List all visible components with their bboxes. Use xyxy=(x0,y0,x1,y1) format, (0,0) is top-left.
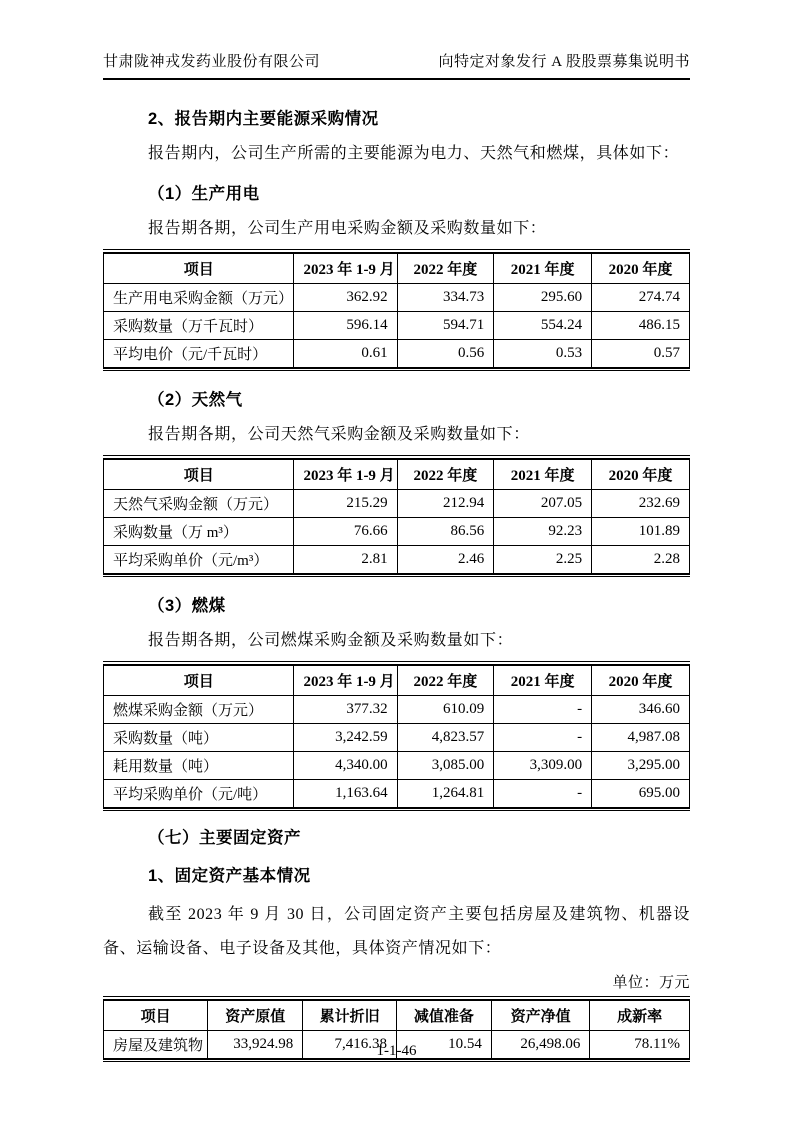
electricity-table-wrapper xyxy=(103,249,690,371)
column-header: 成新率 xyxy=(590,1000,690,1031)
cell-value: 101.89 xyxy=(592,518,690,546)
column-header: 项目 xyxy=(104,459,294,490)
row-label: 平均采购单价（元/吨） xyxy=(104,780,294,808)
row-label: 平均电价（元/千瓦时） xyxy=(104,340,294,368)
cell-value: 212.94 xyxy=(397,490,494,518)
table-row xyxy=(104,490,690,518)
electricity-table xyxy=(103,252,690,369)
column-header: 2020 年度 xyxy=(592,459,690,490)
subsection-title-fixed-assets-basic: 1、固定资产基本情况 xyxy=(148,867,311,885)
cell-value: 1,264.81 xyxy=(397,780,494,808)
table-header-row xyxy=(104,1000,690,1031)
row-label: 房屋及建筑物 xyxy=(104,1031,208,1059)
cell-value: 274.74 xyxy=(592,284,690,312)
cell-value: 2.81 xyxy=(294,546,397,574)
column-header: 2021 年度 xyxy=(494,253,592,284)
cell-value: 26,498.06 xyxy=(491,1031,589,1059)
cell-value: 215.29 xyxy=(294,490,397,518)
column-header: 项目 xyxy=(104,1000,208,1031)
cell-value: 295.60 xyxy=(494,284,592,312)
row-label: 采购数量（万 m³） xyxy=(104,518,294,546)
cell-value: 346.60 xyxy=(592,696,690,724)
table-row xyxy=(104,724,690,752)
column-header: 2020 年度 xyxy=(592,665,690,696)
cell-value: - xyxy=(494,780,592,808)
cell-value: 0.56 xyxy=(397,340,494,368)
cell-value: 596.14 xyxy=(294,312,397,340)
cell-value: 207.05 xyxy=(494,490,592,518)
table-row xyxy=(104,312,690,340)
cell-value: 78.11% xyxy=(590,1031,690,1059)
cell-value: 334.73 xyxy=(397,284,494,312)
column-header: 2021 年度 xyxy=(494,665,592,696)
cell-value: 33,924.98 xyxy=(208,1031,303,1059)
header-company-name: 甘肃陇神戎发药业股份有限公司 xyxy=(103,54,321,70)
coal-intro-paragraph: 报告期各期，公司燃煤采购金额及采购数量如下： xyxy=(148,632,514,649)
cell-value: 695.00 xyxy=(592,780,690,808)
cell-value: 92.23 xyxy=(494,518,592,546)
row-label: 天然气采购金额（万元） xyxy=(104,490,294,518)
cell-value: - xyxy=(494,696,592,724)
cell-value: 2.28 xyxy=(592,546,690,574)
table-row xyxy=(104,696,690,724)
cell-value: 3,295.00 xyxy=(592,752,690,780)
column-header: 2022 年度 xyxy=(397,459,494,490)
cell-value: 3,085.00 xyxy=(397,752,494,780)
column-header: 减值准备 xyxy=(396,1000,491,1031)
energy-intro-paragraph: 报告期内，公司生产所需的主要能源为电力、天然气和燃煤，具体如下： xyxy=(148,145,680,162)
table-row xyxy=(104,340,690,368)
table-row xyxy=(104,780,690,808)
cell-value: 594.71 xyxy=(397,312,494,340)
cell-value: 1,163.64 xyxy=(294,780,397,808)
table-row xyxy=(104,546,690,574)
header-document-title: 向特定对象发行 A 股股票募集说明书 xyxy=(438,54,690,70)
table-header-row xyxy=(104,253,690,284)
row-label: 采购数量（吨） xyxy=(104,724,294,752)
table-header-row xyxy=(104,665,690,696)
cell-value: 3,309.00 xyxy=(494,752,592,780)
subsection-title-natural-gas: （2）天然气 xyxy=(148,391,243,409)
cell-value: 4,823.57 xyxy=(397,724,494,752)
cell-value: 86.56 xyxy=(397,518,494,546)
table-row xyxy=(104,752,690,780)
column-header: 2023 年 1-9 月 xyxy=(294,253,397,284)
electricity-intro-paragraph: 报告期各期，公司生产用电采购金额及采购数量如下： xyxy=(148,220,547,237)
cell-value: 610.09 xyxy=(397,696,494,724)
cell-value: 76.66 xyxy=(294,518,397,546)
running-header xyxy=(103,50,690,80)
cell-value: 0.53 xyxy=(494,340,592,368)
column-header: 2021 年度 xyxy=(494,459,592,490)
coal-table-wrapper xyxy=(103,661,690,811)
cell-value: 2.25 xyxy=(494,546,592,574)
table-row xyxy=(104,518,690,546)
section-title-fixed-assets: （七）主要固定资产 xyxy=(148,829,301,847)
coal-table xyxy=(103,664,690,809)
natural-gas-table-wrapper xyxy=(103,455,690,577)
column-header: 2023 年 1-9 月 xyxy=(294,459,397,490)
fixed-assets-intro-paragraph: 截至 2023 年 9 月 30 日，公司固定资产主要包括房屋及建筑物、机器设备、运输设备、电子设备及其他，具体资产情况如下： xyxy=(103,906,690,957)
row-label: 生产用电采购金额（万元） xyxy=(104,284,294,312)
unit-label: 单位：万元 xyxy=(612,975,690,991)
natural-gas-table xyxy=(103,458,690,575)
column-header: 项目 xyxy=(104,253,294,284)
column-header: 累计折旧 xyxy=(303,1000,397,1031)
column-header: 资产原值 xyxy=(208,1000,303,1031)
column-header: 2020 年度 xyxy=(592,253,690,284)
column-header: 资产净值 xyxy=(491,1000,589,1031)
row-label: 采购数量（万千瓦时） xyxy=(104,312,294,340)
cell-value: 377.32 xyxy=(294,696,397,724)
cell-value: 232.69 xyxy=(592,490,690,518)
cell-value: 0.61 xyxy=(294,340,397,368)
page-number: 1-1-46 xyxy=(376,1043,417,1059)
column-header: 2023 年 1-9 月 xyxy=(294,665,397,696)
cell-value: 2.46 xyxy=(397,546,494,574)
cell-value: 486.15 xyxy=(592,312,690,340)
cell-value: 4,340.00 xyxy=(294,752,397,780)
column-header: 项目 xyxy=(104,665,294,696)
table-header-row xyxy=(104,459,690,490)
cell-value: 554.24 xyxy=(494,312,592,340)
cell-value: 3,242.59 xyxy=(294,724,397,752)
column-header: 2022 年度 xyxy=(397,253,494,284)
row-label: 平均采购单价（元/m³） xyxy=(104,546,294,574)
cell-value: 10.54 xyxy=(396,1031,491,1059)
cell-value: 362.92 xyxy=(294,284,397,312)
table-row xyxy=(104,284,690,312)
cell-value: - xyxy=(494,724,592,752)
cell-value: 0.57 xyxy=(592,340,690,368)
subsection-title-coal: （3）燃煤 xyxy=(148,597,226,615)
row-label: 耗用数量（吨） xyxy=(104,752,294,780)
row-label: 燃煤采购金额（万元） xyxy=(104,696,294,724)
column-header: 2022 年度 xyxy=(397,665,494,696)
section-title-energy: 2、报告期内主要能源采购情况 xyxy=(148,110,379,128)
subsection-title-electricity: （1）生产用电 xyxy=(148,185,260,203)
cell-value: 7,416.38 xyxy=(303,1031,397,1059)
cell-value: 4,987.08 xyxy=(592,724,690,752)
natural-gas-intro-paragraph: 报告期各期，公司天然气采购金额及采购数量如下： xyxy=(148,426,530,443)
